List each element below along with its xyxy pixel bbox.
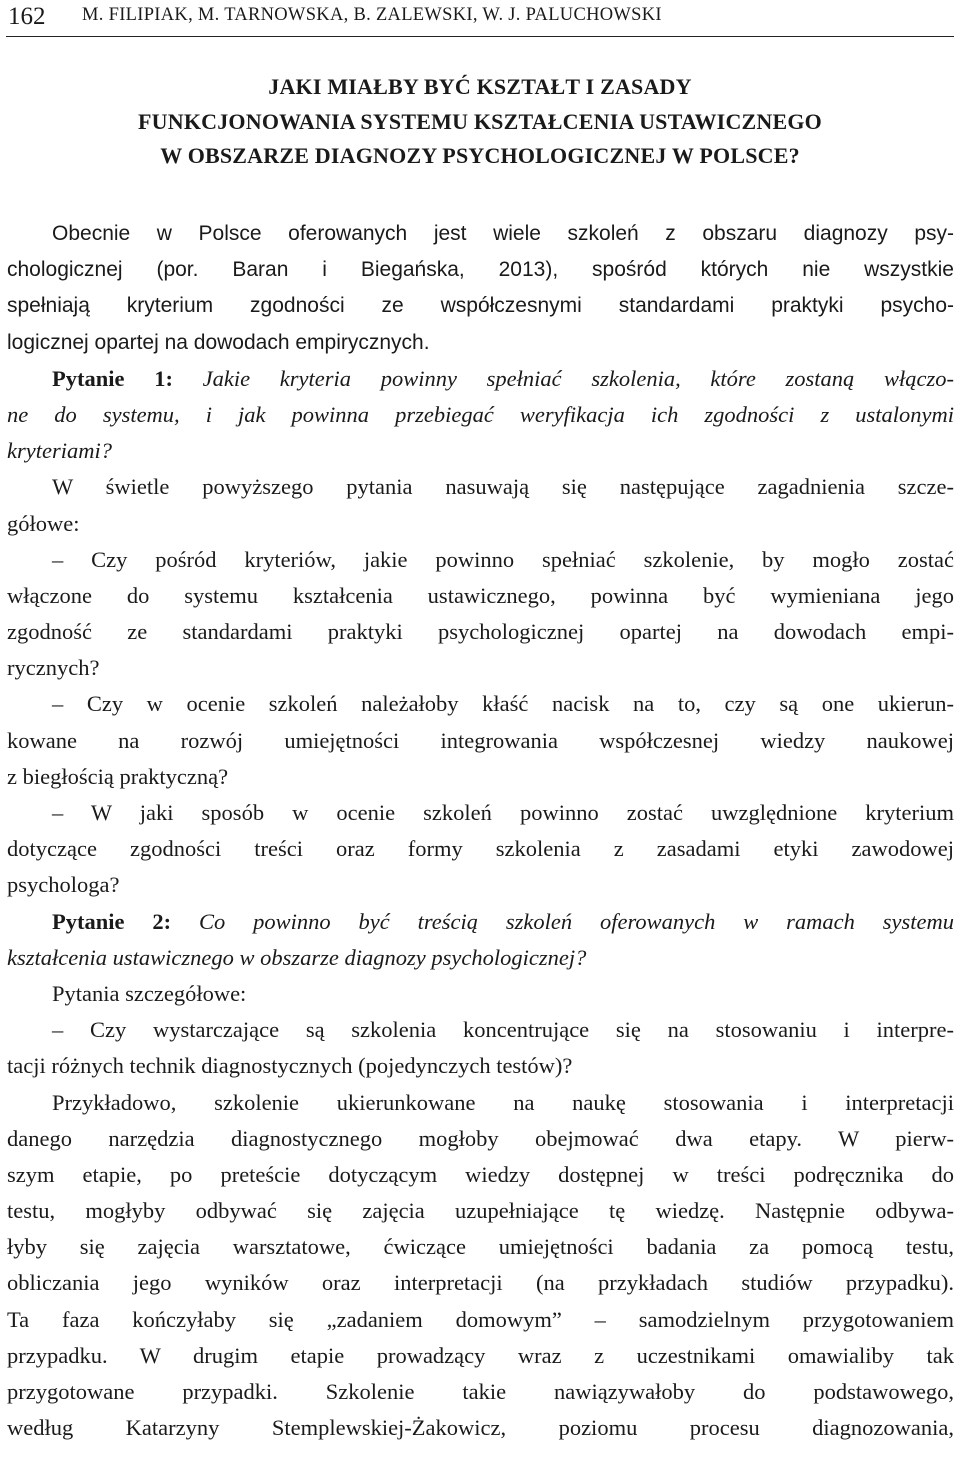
text-line [7,940,954,976]
text-line: zgodność ze standardami praktyki psychologicznej opartej na dowodach empi- [7,619,954,645]
text-line [7,904,954,940]
text-line: – Czy w ocenie szkoleń należałoby kłaść nacisk na to, czy są one ukierun- [52,691,954,717]
section-title-line: JAKI MIAŁBY BYĆ KSZTAŁT I ZASADY [268,74,692,99]
question-text: ne do systemu, i jak powinna przebiegać weryfikacja ich zgodności z ustalonymi [7,401,954,427]
text-line: Pytania szczegółowe: [52,980,247,1006]
page-number: 162 [8,3,46,30]
detail-question-2 [7,686,954,795]
section-title-line: W OBSZARZE DIAGNOZY PSYCHOLOGICZNEJ W POLSCE? [160,143,800,168]
text-line: logicznej opartej na dowodach empirycznych. [7,330,430,354]
text-line: testu, mogłyby odbywać się zajęcia uzupełniające tę wiedzę. Następnie odbywa- [7,1198,954,1224]
paragraph-detail-questions [7,976,954,1012]
text-line: danego narzędzia diagnostycznego mogłoby obejmować dwa etapy. W pierw- [7,1125,954,1151]
detail-question-3 [7,795,954,904]
detail-question-1 [7,542,954,687]
text-line: Obecnie w Polsce oferowanych jest wiele szkoleń z obszaru diagnozy psy- [52,222,954,245]
detail-question-4 [7,1012,954,1084]
body-text [7,216,954,1446]
question-text: kształcenia ustawicznego w obszarze diagnozy psychologicznej? [7,944,587,970]
text-line: kowane na rozwój umiejętności integrowania współczesnej wiedzy naukowej [7,727,954,753]
text-line [7,397,954,433]
text-line: psychologa? [7,872,120,898]
text-line: obliczania jego wyników oraz interpretacji (na przykładach studiów przypadku). [7,1270,954,1296]
text-line: gółowe: [7,510,80,536]
question-2 [7,904,954,976]
text-line: szym etapie, po preteście dotyczącym wiedzy dostępnej w treści podręcznika do [7,1161,954,1187]
text-line: – Czy pośród kryteriów, jakie powinno spełniać szkolenie, by mogło zostać [52,546,954,572]
text-line: Ta faza kończyłaby się „zadaniem domowym” – samodzielnym przygotowaniem [7,1306,954,1332]
paragraph-example [7,1085,954,1447]
section-title [0,70,960,174]
text-line: rycznych? [7,655,100,681]
text-line: W świetle powyższego pytania nasuwają się następujące zagadnienia szcze- [52,474,954,500]
text-line: przypadku. W drugim etapie prowadzący wraz z uczestnikami omawialiby tak [7,1342,954,1368]
text-line: przygotowane przypadki. Szkolenie takie nawiązywałoby do podstawowego, [7,1379,954,1404]
section-title-line: FUNKCJONOWANIA SYSTEMU KSZTAŁCENIA USTAWICZNEGO [138,108,822,134]
question-label: Pytanie 1: [52,365,173,391]
text-line: włączone do systemu kształcenia ustawicznego, powinna być wymieniana jego [7,582,954,608]
text-line: spełniają kryterium zgodności ze współczesnymi standardami praktyki psycho- [7,294,954,318]
paragraph-detail-intro [7,469,954,541]
running-header [6,0,954,37]
text-line: – Czy wystarczające są szkolenia koncentrujące się na stosowaniu i interpre- [52,1017,954,1043]
question-text: kryteriami? [7,438,112,464]
text-line: z biegłością praktyczną? [7,763,229,789]
question-text: Jakie kryteria powinny spełniać szkolenia, które zostaną włączo- [202,365,954,391]
text-line: według Katarzyny Stemplewskiej-Żakowicz, poziomu procesu diagnozowania, [7,1415,954,1441]
question-label: Pytanie 2: [52,908,172,934]
text-line: chologicznej (por. Baran i Biegańska, 2013), spośród których nie wszystkie [7,258,954,282]
question-text: Co powinno być treścią szkoleń oferowanych w ramach systemu [198,908,954,934]
paragraph-intro [7,216,954,361]
running-head-authors: M. FILIPIAK, M. TARNOWSKA, B. ZALEWSKI, W. J. PALUCHOWSKI [82,5,662,25]
text-line: dotyczące zgodności treści oraz formy szkolenia z zasadami etyki zawodowej [7,836,954,862]
text-line: – W jaki sposób w ocenie szkoleń powinno zostać uwzględnione kryterium [52,800,954,825]
text-line: tacji różnych technik diagnostycznych (pojedynczych testów)? [7,1053,573,1079]
text-line: łyby się zajęcia warsztatowe, ćwiczące umiejętności badania za pomocą testu, [7,1234,954,1260]
question-1 [7,361,954,470]
text-line [7,433,954,469]
text-line: Przykładowo, szkolenie ukierunkowane na naukę stosowania i interpretacji [52,1089,954,1115]
text-line [7,361,954,397]
